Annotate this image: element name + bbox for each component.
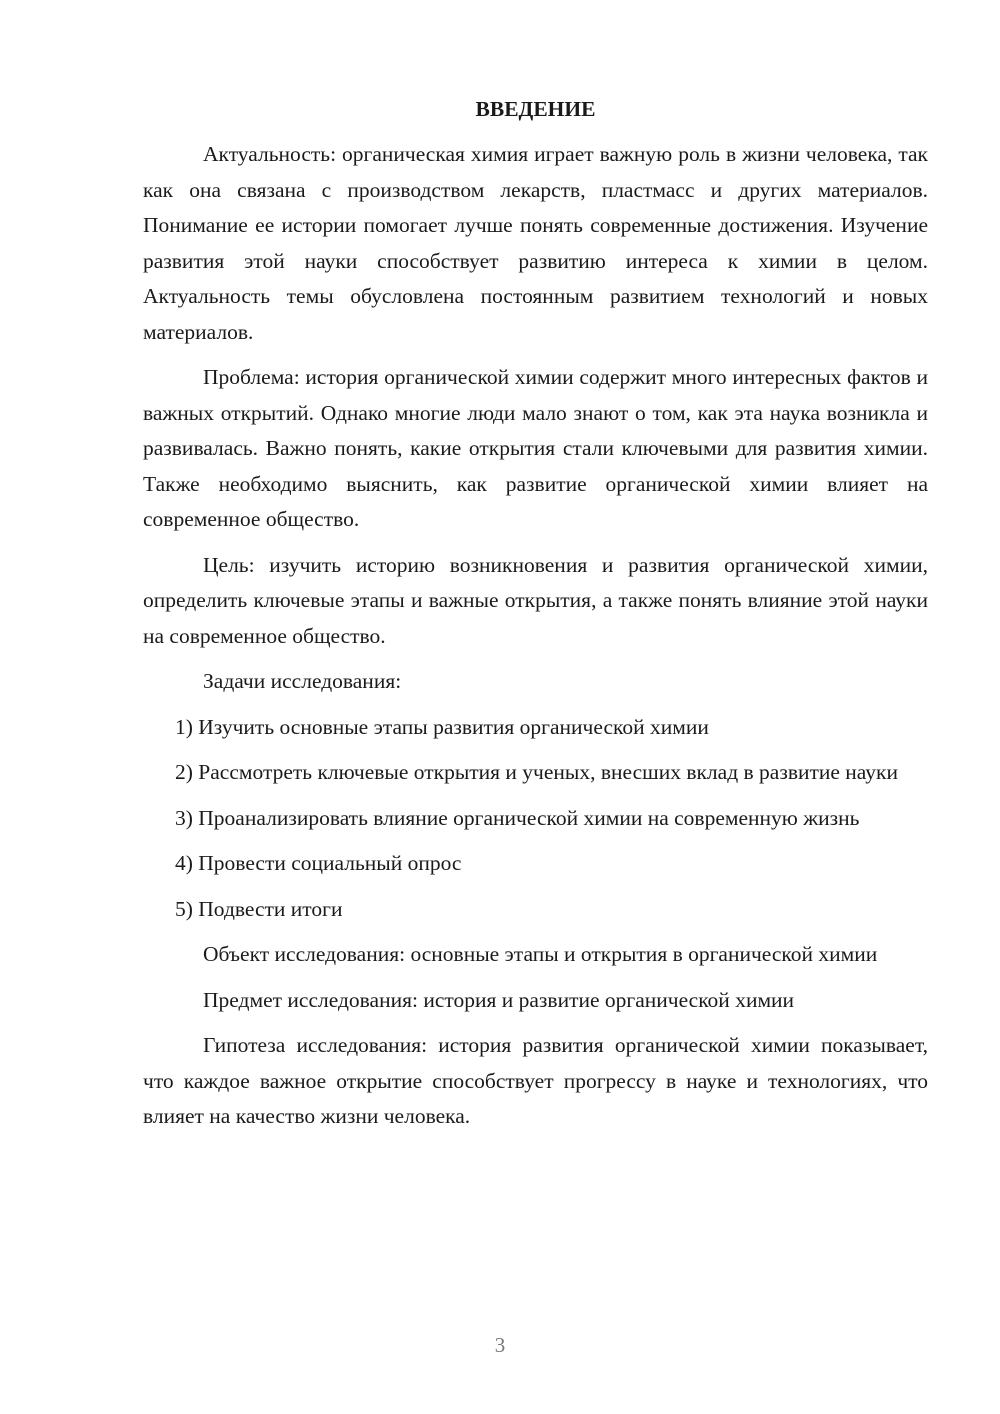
tasks-heading: Задачи исследования: xyxy=(203,669,402,693)
problem-paragraph: Проблема: история органической химии содержит много интересных фактов и важных открытий. Однако многие люди мало знают о том, как эта наука возникла и развивалась. Важно понять, какие открытия стали ключевыми для развития химии. Также необходимо выяснить, как развитие органической химии влияет на современное общество. xyxy=(143,365,928,531)
task-item: 3) Проанализировать влияние органической химии на современную жизнь xyxy=(175,805,860,830)
relevance-paragraph: Актуальность: органическая химия играет важную роль в жизни человека, так как она связана с производством лекарств, пластмасс и других материалов. Понимание ее истории помогает лучше понять современные достижения. Изучение развития этой науки способствует развитию интереса к химии в целом. Актуальность темы обусловлена постоянным развитием технологий и новых материалов. xyxy=(143,142,928,344)
task-item: 4) Провести социальный опрос xyxy=(175,851,462,875)
goal-paragraph: Цель: изучить историю возникновения и развития органической химии, определить ключевые этапы и важные открытия, а также понять влияние этой науки на современное общество. xyxy=(143,552,928,648)
page-number: 3 xyxy=(494,1333,506,1357)
hypothesis-paragraph: Гипотеза исследования: история развития органической химии показывает, что каждое важное открытие способствует прогрессу в науке и технологиях, что влияет на качество жизни человека. xyxy=(143,1033,928,1128)
object-paragraph: Объект исследования: основные этапы и открытия в органической химии xyxy=(203,942,878,966)
task-item: 5) Подвести итоги xyxy=(175,896,343,921)
section-title: ВВЕДЕНИЕ xyxy=(475,97,596,121)
document-page xyxy=(143,92,928,1135)
subject-paragraph: Предмет исследования: история и развитие органической химии xyxy=(203,987,795,1012)
task-item: 2) Рассмотреть ключевые открытия и ученых, внесших вклад в развитие науки xyxy=(175,760,898,784)
task-item: 1) Изучить основные этапы развития органической химии xyxy=(175,714,709,739)
